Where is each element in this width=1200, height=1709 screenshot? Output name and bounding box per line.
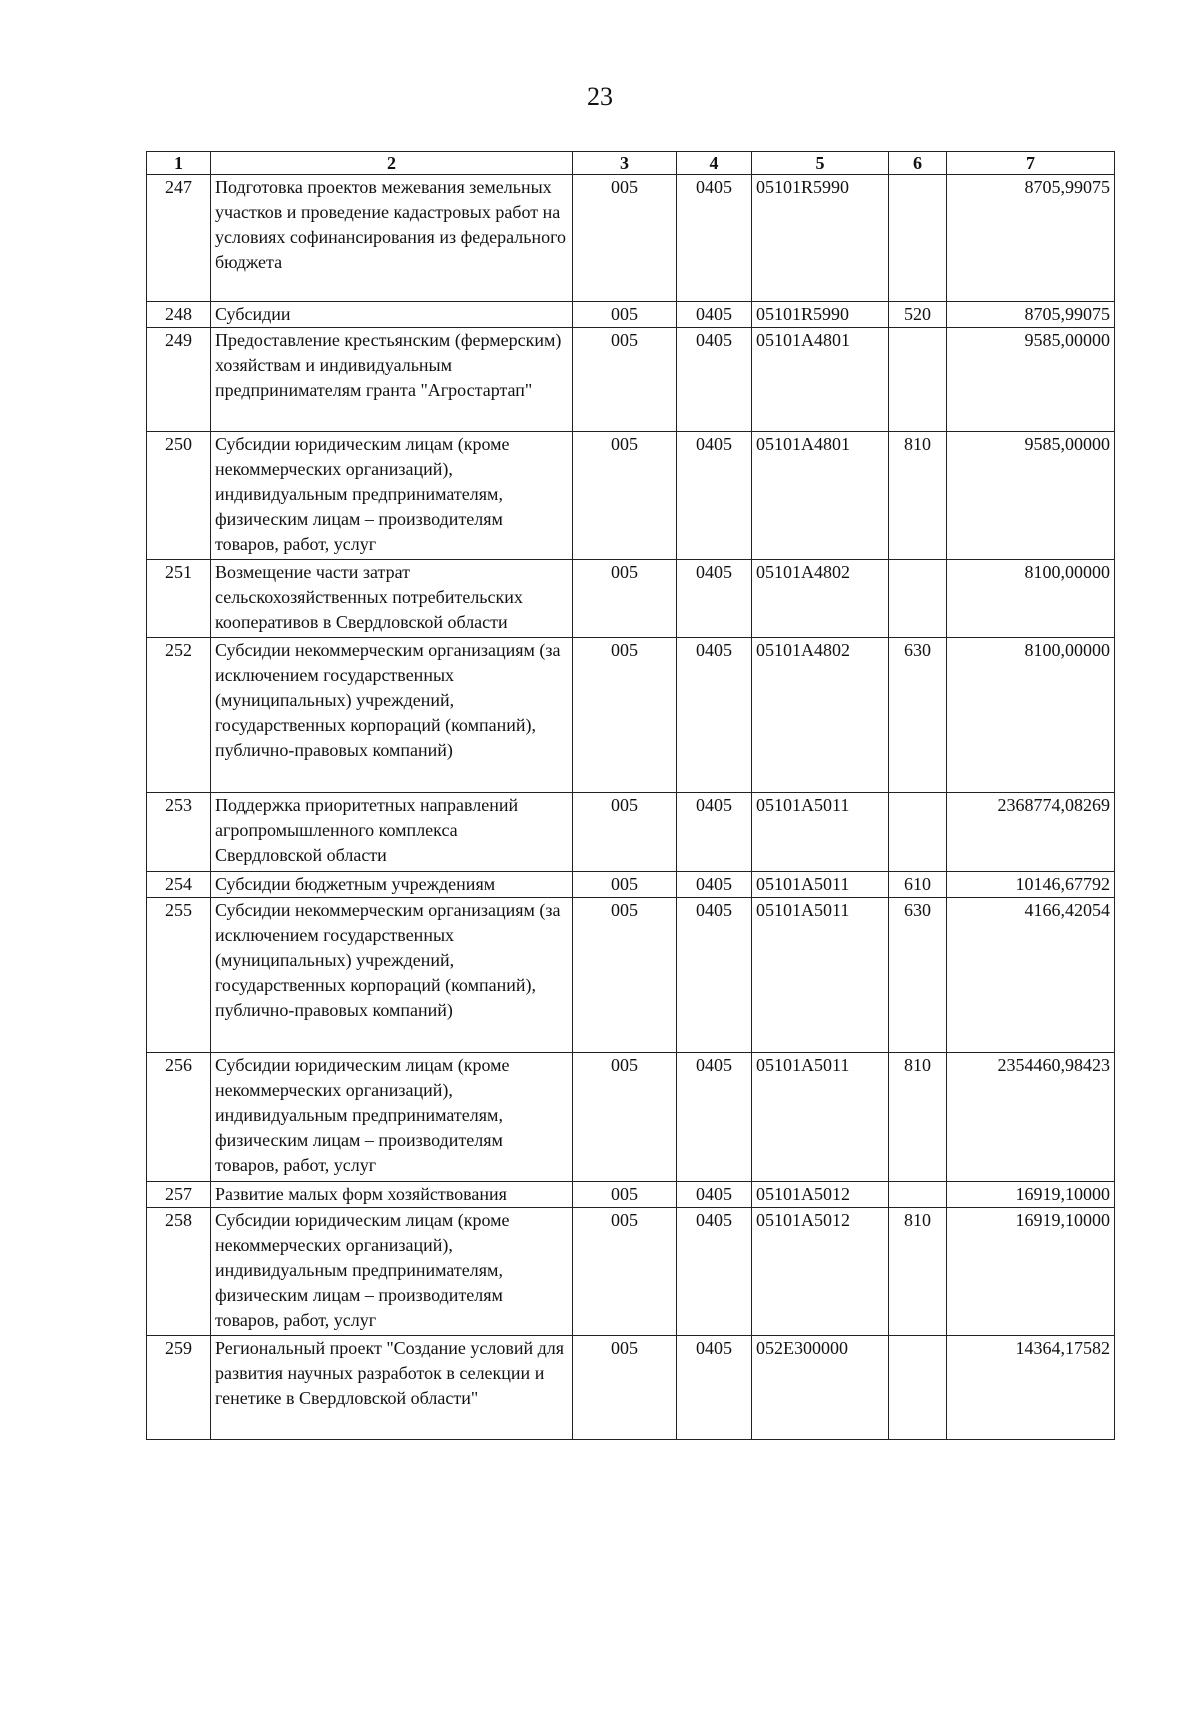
row-name: Субсидии юридическим лицам (кроме некоммерческих организаций), индивидуальным предпринимателям, физическим лицам – производителям товаров, работ, услуг xyxy=(211,1208,573,1336)
row-code-6: 810 xyxy=(889,432,947,560)
column-header: 1 xyxy=(147,152,211,175)
row-number: 257 xyxy=(147,1182,211,1208)
row-number: 249 xyxy=(147,328,211,432)
row-amount: 8705,99075 xyxy=(947,302,1115,328)
row-number: 252 xyxy=(147,638,211,793)
row-code-3: 005 xyxy=(573,872,677,898)
row-number: 259 xyxy=(147,1336,211,1440)
row-code-5: 05101A4801 xyxy=(752,432,889,560)
row-amount: 9585,00000 xyxy=(947,432,1115,560)
row-code-3: 005 xyxy=(573,302,677,328)
row-code-5: 05101A5011 xyxy=(752,1053,889,1182)
row-number: 253 xyxy=(147,793,211,872)
row-name: Субсидии бюджетным учреждениям xyxy=(211,872,573,898)
row-amount: 9585,00000 xyxy=(947,328,1115,432)
table-row xyxy=(147,432,1115,560)
row-code-5: 05101R5990 xyxy=(752,175,889,302)
row-code-6: 630 xyxy=(889,638,947,793)
table-row xyxy=(147,1182,1115,1208)
row-code-5: 05101A4802 xyxy=(752,638,889,793)
table-body xyxy=(147,175,1115,1440)
row-code-3: 005 xyxy=(573,175,677,302)
column-header: 4 xyxy=(677,152,752,175)
row-code-3: 005 xyxy=(573,638,677,793)
row-code-6 xyxy=(889,1336,947,1440)
row-code-6 xyxy=(889,1182,947,1208)
row-code-3: 005 xyxy=(573,793,677,872)
table-row xyxy=(147,872,1115,898)
row-code-5: 05101A5011 xyxy=(752,793,889,872)
row-number: 255 xyxy=(147,898,211,1053)
table-row xyxy=(147,328,1115,432)
table-row xyxy=(147,793,1115,872)
row-code-6 xyxy=(889,328,947,432)
row-code-4: 0405 xyxy=(677,872,752,898)
page-number: 23 xyxy=(587,82,613,111)
row-number: 258 xyxy=(147,1208,211,1336)
row-code-4: 0405 xyxy=(677,1208,752,1336)
row-code-3: 005 xyxy=(573,1182,677,1208)
table-row xyxy=(147,1336,1115,1440)
row-code-3: 005 xyxy=(573,1208,677,1336)
table-row xyxy=(147,560,1115,638)
row-name: Предоставление крестьянским (фермерским) хозяйствам и индивидуальным предпринимателям гранта "Агростартап" xyxy=(211,328,573,432)
row-name: Субсидии некоммерческим организациям (за исключением государственных (муниципальных) учреждений, государственных корпораций (компаний), публично-правовых компаний) xyxy=(211,898,573,1053)
row-code-6 xyxy=(889,175,947,302)
row-code-4: 0405 xyxy=(677,560,752,638)
row-amount: 8100,00000 xyxy=(947,638,1115,793)
row-amount: 14364,17582 xyxy=(947,1336,1115,1440)
row-amount: 16919,10000 xyxy=(947,1208,1115,1336)
row-code-3: 005 xyxy=(573,1336,677,1440)
row-code-5: 052E300000 xyxy=(752,1336,889,1440)
row-number: 247 xyxy=(147,175,211,302)
row-code-3: 005 xyxy=(573,560,677,638)
row-name: Развитие малых форм хозяйствования xyxy=(211,1182,573,1208)
row-code-4: 0405 xyxy=(677,175,752,302)
row-amount: 10146,67792 xyxy=(947,872,1115,898)
row-amount: 16919,10000 xyxy=(947,1182,1115,1208)
row-amount: 8100,00000 xyxy=(947,560,1115,638)
row-code-6: 610 xyxy=(889,872,947,898)
row-amount: 2368774,08269 xyxy=(947,793,1115,872)
row-code-5: 05101A5012 xyxy=(752,1208,889,1336)
row-code-6: 630 xyxy=(889,898,947,1053)
row-name: Возмещение части затрат сельскохозяйственных потребительских кооперативов в Свердловской области xyxy=(211,560,573,638)
row-code-6: 810 xyxy=(889,1208,947,1336)
row-number: 256 xyxy=(147,1053,211,1182)
row-name: Субсидии юридическим лицам (кроме некоммерческих организаций), индивидуальным предпринимателям, физическим лицам – производителям товаров, работ, услуг xyxy=(211,432,573,560)
row-code-4: 0405 xyxy=(677,638,752,793)
row-amount: 2354460,98423 xyxy=(947,1053,1115,1182)
table-row xyxy=(147,175,1115,302)
row-code-6: 810 xyxy=(889,1053,947,1182)
row-name: Подготовка проектов межевания земельных участков и проведение кадастровых работ на условиях софинансирования из федерального бюджета xyxy=(211,175,573,302)
row-name: Региональный проект "Создание условий для развития научных разработок в селекции и генетике в Свердловской области" xyxy=(211,1336,573,1440)
table-row xyxy=(147,638,1115,793)
column-header: 7 xyxy=(947,152,1115,175)
row-name: Субсидии юридическим лицам (кроме некоммерческих организаций), индивидуальным предпринимателям, физическим лицам – производителям товаров, работ, услуг xyxy=(211,1053,573,1182)
row-code-6: 520 xyxy=(889,302,947,328)
row-code-5: 05101A5011 xyxy=(752,898,889,1053)
row-code-5: 05101A5011 xyxy=(752,872,889,898)
row-name: Субсидии xyxy=(211,302,573,328)
row-number: 250 xyxy=(147,432,211,560)
row-code-4: 0405 xyxy=(677,1336,752,1440)
row-number: 248 xyxy=(147,302,211,328)
row-code-4: 0405 xyxy=(677,432,752,560)
row-code-4: 0405 xyxy=(677,302,752,328)
row-code-5: 05101A5012 xyxy=(752,1182,889,1208)
row-code-5: 05101A4802 xyxy=(752,560,889,638)
row-code-4: 0405 xyxy=(677,1182,752,1208)
column-header: 2 xyxy=(211,152,573,175)
row-code-4: 0405 xyxy=(677,1053,752,1182)
column-header: 6 xyxy=(889,152,947,175)
row-code-6 xyxy=(889,560,947,638)
row-code-6 xyxy=(889,793,947,872)
row-number: 254 xyxy=(147,872,211,898)
row-code-4: 0405 xyxy=(677,328,752,432)
table-row xyxy=(147,1053,1115,1182)
row-name: Субсидии некоммерческим организациям (за исключением государственных (муниципальных) учреждений, государственных корпораций (компаний), публично-правовых компаний) xyxy=(211,638,573,793)
row-code-4: 0405 xyxy=(677,898,752,1053)
table-row xyxy=(147,302,1115,328)
row-amount: 8705,99075 xyxy=(947,175,1115,302)
row-amount: 4166,42054 xyxy=(947,898,1115,1053)
row-code-4: 0405 xyxy=(677,793,752,872)
table-header-row xyxy=(147,152,1115,175)
table-row xyxy=(147,1208,1115,1336)
row-code-5: 05101A4801 xyxy=(752,328,889,432)
table-row xyxy=(147,898,1115,1053)
row-code-3: 005 xyxy=(573,328,677,432)
row-code-3: 005 xyxy=(573,1053,677,1182)
row-number: 251 xyxy=(147,560,211,638)
budget-table xyxy=(146,151,1115,1440)
row-name: Поддержка приоритетных направлений агропромышленного комплекса Свердловской области xyxy=(211,793,573,872)
row-code-3: 005 xyxy=(573,432,677,560)
column-header: 3 xyxy=(573,152,677,175)
column-header: 5 xyxy=(752,152,889,175)
row-code-3: 005 xyxy=(573,898,677,1053)
row-code-5: 05101R5990 xyxy=(752,302,889,328)
